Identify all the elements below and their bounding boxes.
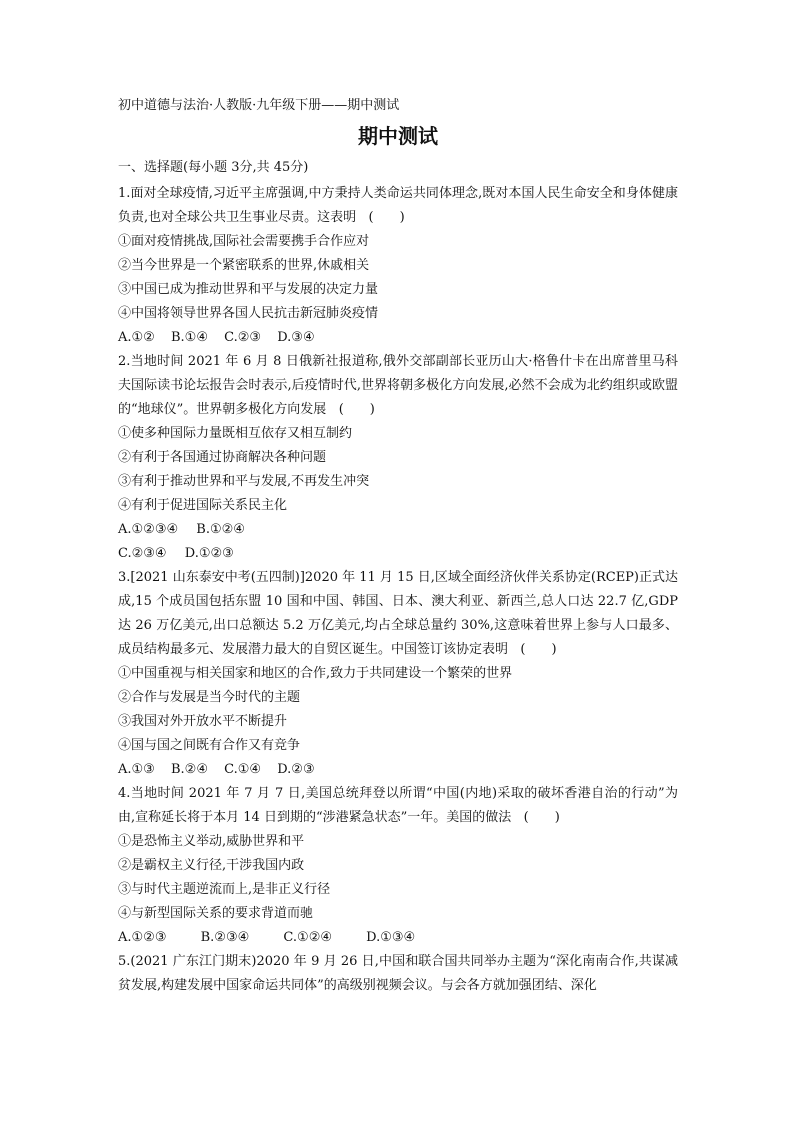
running-header: 初中道德与法治·人教版·九年级下册——期中测试	[118, 98, 400, 113]
question-stem	[118, 782, 678, 830]
answer-paren: ( )	[338, 402, 375, 417]
answer-option-c: C.①②④	[283, 930, 333, 945]
question-stem-text: 5.(2021 广东江门期末)2020 年 9 月 26 日,中国和联合国共同举办主题为“深化南南合作,共谋减贫发展,构建发展中国家命运共同体”的高级别视频会议。与会各方就加强团结、深化	[118, 954, 678, 993]
question-stem-text: 3.[2021 山东泰安中考(五四制)]2020 年 11 月 15 日,区域全面经济伙伴关系协定(RCEP)正式达成,15 个成员国包括东盟 10 国和中国、韩国、日本、澳大利亚、新西兰,总人口达 22.7 亿,GDP 达 26 万亿美元,出口总额达 5.2 万亿美元,均占全球总量约 30%,这意味着世界上参与人口最多、成员结构最多元、发展潜力最大的自贸区诞生。中国签订该协定表明	[118, 570, 678, 657]
statement: ①是恐怖主义举动,威胁世界和平	[118, 834, 305, 849]
question-stem	[118, 350, 678, 422]
question-stem-text: 2.当地时间 2021 年 6 月 8 日俄新社报道称,俄外交部副部长亚历山大·格鲁什卡在出席普里马科夫国际读书论坛报告会时表示,后疫情时代,世界将朝多极化方向发展,必然不会成为北约组织或欧盟的“地球仪”。世界朝多极化方向发展	[118, 354, 678, 417]
answer-option-c: C.①④	[224, 762, 262, 777]
answer-option-d: D.①②③	[184, 546, 234, 561]
page-title: 期中测试	[358, 124, 438, 148]
answer-options	[118, 518, 678, 542]
answer-option-d: D.②③	[277, 762, 315, 777]
answer-options	[118, 326, 678, 350]
statement: ②合作与发展是当今时代的主题	[118, 690, 301, 705]
answer-option-c: C.②③④	[118, 546, 167, 561]
statement: ③与时代主题逆流而上,是非正义行径	[118, 882, 331, 897]
question-5	[118, 950, 678, 998]
statement: ②有利于各国通过协商解决各种问题	[118, 450, 327, 465]
question-stem-text: 4.当地时间 2021 年 7 月 7 日,美国总统拜登以所谓“中国(内地)采取的破坏香港自治的行动”为由,宣称延长将于本月 14 日到期的“涉港紧急状态”一年。美国的做法	[118, 786, 678, 825]
question-1	[118, 182, 678, 350]
question-stem	[118, 566, 678, 662]
answer-paren: ( )	[368, 210, 405, 225]
answer-option-c: C.②③	[224, 330, 262, 345]
answer-options	[118, 542, 678, 566]
answer-option-a: A.①③	[118, 762, 155, 777]
section-heading: 一、选择题(每小题 3分,共 45分)	[118, 160, 309, 175]
answer-option-a: A.①②③	[118, 930, 167, 945]
statement: ②是霸权主义行径,干涉我国内政	[118, 858, 305, 873]
answer-option-a: A.①②	[118, 330, 155, 345]
question-stem	[118, 950, 678, 998]
exam-page	[118, 96, 678, 998]
question-stem	[118, 182, 678, 230]
statement: ①使多种国际力量既相互依存又相互制约	[118, 426, 353, 441]
answer-option-d: D.③④	[277, 330, 315, 345]
statement: ②当今世界是一个紧密联系的世界,休戚相关	[118, 258, 370, 273]
statement: ④与新型国际关系的要求背道而驰	[118, 906, 314, 921]
question-4	[118, 782, 678, 950]
statement: ①中国重视与相关国家和地区的合作,致力于共同建设一个繁荣的世界	[118, 666, 513, 681]
answer-option-b: B.②④	[170, 762, 208, 777]
question-stem-text: 1.面对全球疫情,习近平主席强调,中方秉持人类命运共同体理念,既对本国人民生命安全和身体健康负责,也对全球公共卫生事业尽责。这表明	[118, 186, 678, 225]
question-3	[118, 566, 678, 782]
statement: ③中国已成为推动世界和平与发展的决定力量	[118, 282, 379, 297]
statement: ④有利于促进国际关系民主化	[118, 498, 288, 513]
answer-options	[118, 758, 678, 782]
answer-paren: ( )	[523, 810, 560, 825]
answer-paren: ( )	[520, 642, 557, 657]
answer-option-b: B.②③④	[200, 930, 250, 945]
answer-option-a: A.①②③④	[118, 522, 179, 537]
statement: ①面对疫情挑战,国际社会需要携手合作应对	[118, 234, 370, 249]
answer-option-d: D.①③④	[366, 930, 416, 945]
answer-option-b: B.①②④	[196, 522, 245, 537]
answer-options	[118, 926, 678, 950]
statement: ④中国将领导世界各国人民抗击新冠肺炎疫情	[118, 306, 379, 321]
question-2	[118, 350, 678, 566]
answer-option-b: B.①④	[170, 330, 208, 345]
statement: ③我国对外开放水平不断提升	[118, 714, 288, 729]
statement: ③有利于推动世界和平与发展,不再发生冲突	[118, 474, 370, 489]
statement: ④国与国之间既有合作又有竞争	[118, 738, 301, 753]
